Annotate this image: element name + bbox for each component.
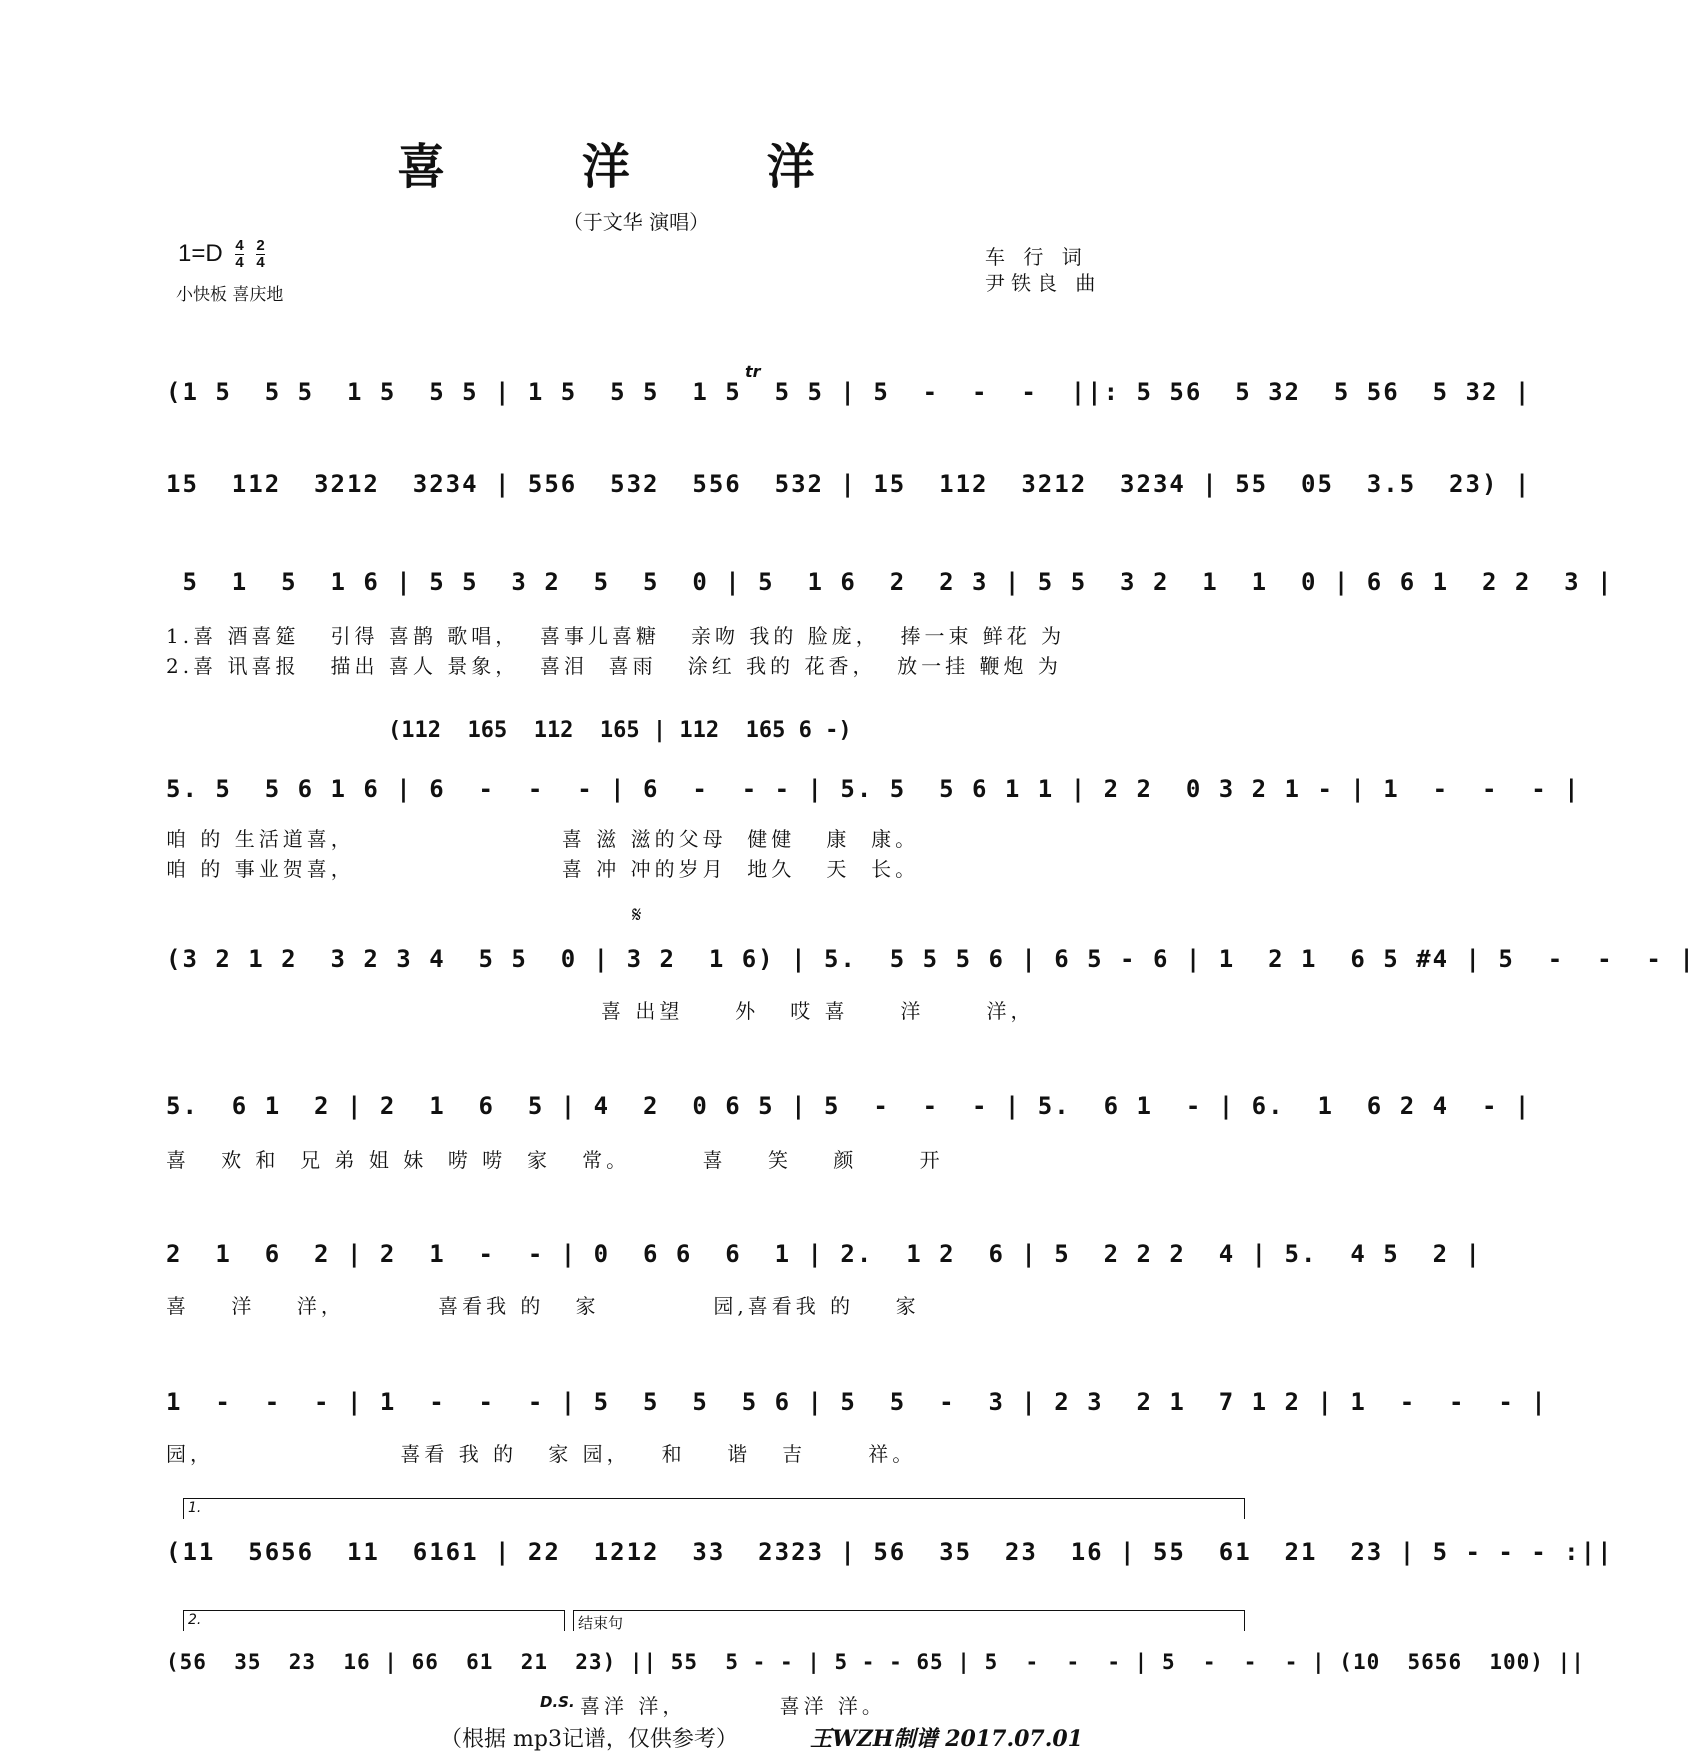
lyrics: 喜 出望 外 哎 喜 洋 洋， [166, 999, 1035, 1023]
score-line-7 [166, 1240, 1482, 1318]
lyrics-verse-2: 2.喜 讯喜报 描出 喜人 景象， 喜泪 喜雨 涂红 我的 花香， 放一挂 鞭炮 为 [166, 654, 1062, 678]
notation: 15 112 3212 3234 | 556 532 556 532 | 15 112 3212 3234 | 55 05 3.5 23) | [166, 470, 1532, 498]
notation: (11 5656 11 6161 | 22 1212 33 2323 | 56 35 23 16 | 55 61 21 23 | 5 - - - :|| [166, 1538, 1614, 1566]
volta-2-label: 2. [188, 1612, 202, 1628]
transcription-note: （根据 mp3记谱，仅供参考） [440, 1727, 738, 1752]
time-signature-4-4: $\frac{4}{4}$ [235, 237, 244, 271]
score-line-2 [166, 470, 1532, 530]
notation: (56 35 23 16 | 66 61 21 23) || 55 5 - - | 5 - - 65 | 5 - - - | 5 - - - | (10 5656 100) || [166, 1650, 1585, 1674]
lyrics: 喜 洋 洋， 喜看我 的 家 园,喜看我 的 家 [166, 1294, 920, 1318]
singer-credit: （于文华 演唱） [562, 210, 710, 234]
song-title: 喜 洋 洋 [397, 139, 875, 195]
lyrics-verse-1: 咱 的 生活道喜， 喜 滋 滋的父母 健健 康 康。 [166, 827, 920, 851]
notation: 5. 5 5 6 1 6 | 6 - - - | 6 - - - | 5. 5 5 6 1 1 | 2 2 0 3 2 1 - | 1 - - - | [166, 775, 1581, 803]
credits [985, 244, 1101, 296]
dal-segno-mark: D.S. [540, 1693, 575, 1711]
score-line-3 [166, 568, 1614, 678]
volta-2-bracket [183, 1610, 565, 1631]
lyrics-verse-1: 1.喜 酒喜筵 引得 喜鹊 歌唱， 喜事儿喜糖 亲吻 我的 脸庞， 捧一束 鲜花 为 [166, 624, 1066, 648]
tempo-marking: 小快板 喜庆地 [176, 285, 284, 305]
lyricist: 车 行 词 [985, 245, 1088, 269]
notation: (3 2 1 2 3 2 3 4 5 5 0 | 3 2 1 6) | 5. 5 5 5 6 | 6 5 - 6 | 1 2 1 6 5 #4 | 5 - - - | [166, 945, 1696, 973]
time-signature-2-4: $\frac{2}{4}$ [256, 237, 265, 271]
segno-sign: 𝄋 [632, 903, 642, 928]
key-label: 1=D [178, 239, 223, 267]
notation: 5 1 5 1 6 | 5 5 3 2 5 5 0 | 5 1 6 2 2 3 | 5 5 3 2 1 1 0 | 6 6 1 2 2 3 | [166, 568, 1614, 596]
notation: (1 5 5 5 1 5 5 5 | 1 5 5 5 1 5 5 5 | 5 - - - ||: 5 56 5 32 5 56 5 32 | [166, 378, 1532, 406]
notation: 2 1 6 2 | 2 1 - - | 0 6 6 6 1 | 2. 1 2 6 | 5 2 2 2 4 | 5. 4 5 2 | [166, 1240, 1482, 1268]
score-line-8 [166, 1388, 1548, 1466]
notation: 5. 6 1 2 | 2 1 6 5 | 4 2 0 6 5 | 5 - - - | 5. 6 1 - | 6. 1 6 2 4 - | [166, 1092, 1532, 1120]
lyrics: 园， 喜看 我 的 家 园， 和 谐 吉 祥。 [166, 1442, 917, 1466]
score-line-1 [166, 378, 1532, 438]
lyrics: 喜 欢 和 兄 弟 姐 妹 唠 唠 家 常。 喜 笑 颜 开 [166, 1148, 944, 1172]
lyrics-ending: 喜洋 洋， 喜洋 洋。 [580, 1694, 886, 1718]
score-line-6 [166, 1092, 1532, 1172]
lyrics-verse-2: 咱 的 事业贺喜， 喜 冲 冲的岁月 地久 天 长。 [166, 857, 920, 881]
ending-label: 结束句 [578, 1614, 624, 1632]
trill-mark: tr [745, 362, 761, 381]
volta-1-bracket [183, 1498, 1245, 1519]
volta-1-label: 1. [188, 1500, 202, 1516]
accompaniment-fill: (112 165 112 165 | 112 165 6 -) [388, 718, 852, 743]
score-line-5 [166, 945, 1696, 1023]
composer: 尹铁良 曲 [985, 271, 1102, 295]
transcriber-signature: 王WZH制谱 2017.07.01 [810, 1726, 1083, 1752]
key-signature [178, 238, 265, 271]
ending-bracket [573, 1610, 1245, 1631]
score-line-9 [166, 1538, 1614, 1598]
score-line-4 [166, 775, 1581, 881]
notation: 1 - - - | 1 - - - | 5 5 5 5 6 | 5 5 - 3 | 2 3 2 1 7 1 2 | 1 - - - | [166, 1388, 1548, 1416]
